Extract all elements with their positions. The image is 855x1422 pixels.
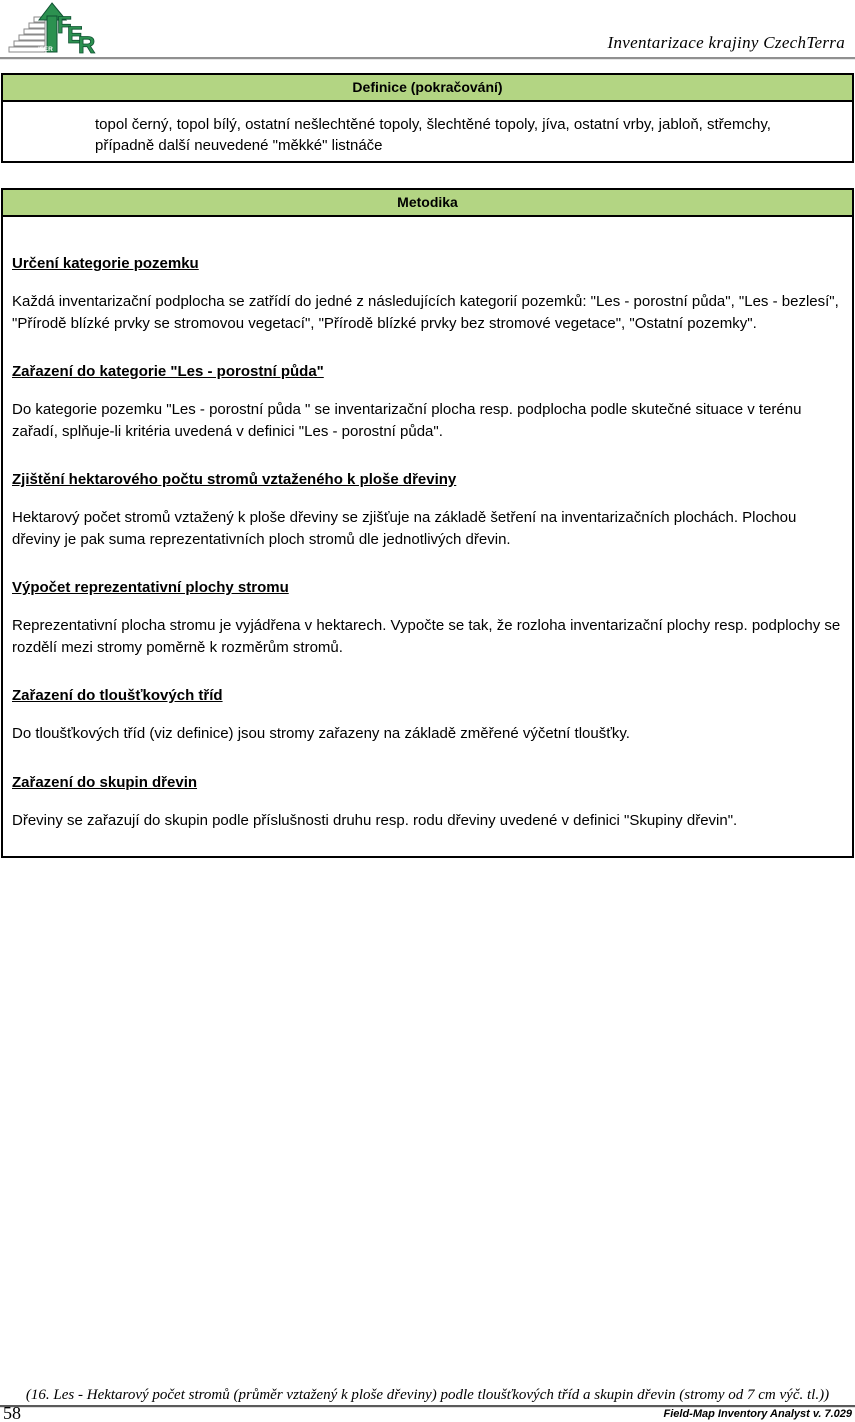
ifer-logo-icon: [8, 2, 110, 56]
metodika-panel: [1, 188, 854, 858]
metodika-section-paragraph: Hektarový počet stromů vztažený k ploše dřeviny se zjišťuje na základě šetření na inventarizačních plochách. Plochou dřeviny je pak suma reprezentativních ploch stromů dle jednotlivých dřevin.: [12, 509, 797, 548]
header-divider: [0, 57, 855, 60]
metodika-panel-title: Metodika: [3, 190, 852, 217]
metodika-section-paragraph: Do tloušťkových tříd (viz definice) jsou stromy zařazeny na základě změřené výčetní tloušťky.: [12, 725, 630, 742]
svg-text:E: E: [67, 22, 84, 49]
svg-text:R: R: [78, 32, 96, 56]
metodika-section-paragraph: Každá inventarizační podplocha se zatřídí do jedné z následujících kategorií pozemků: "Les - porostní půda", "Les - bezlesí", "Přírodě blízké prvky se stromovou vegetací", "Přírodě blízké prvky bez stromové vegetace", "Ostatní pozemky".: [12, 293, 839, 332]
definice-panel-body: topol černý, topol bílý, ostatní nešlechtěné topoly, šlechtěné topoly, jíva, ostatní vrby, jabloň, střemchy, případně další neuvedené "měkké" listnáče: [95, 116, 771, 154]
svg-text:F: F: [57, 12, 72, 39]
footer-caption: (16. Les - Hektarový počet stromů (průměr vztažený k ploše dřeviny) podle tloušťkových tříd a skupin dřevin (stromy od 7 cm výč. tl.)): [25, 1387, 830, 1403]
definice-panel: [1, 73, 854, 163]
metodika-section-paragraph: Reprezentativní plocha stromu je vyjádřena v hektarech. Vypočte se tak, že rozloha inventarizační plochy resp. podplochy se rozdělí mezi stromy poměrně k rozměrům stromů.: [12, 617, 841, 656]
metodika-section-heading: Zařazení do skupin dřevin: [12, 773, 198, 791]
metodika-section-heading: Zařazení do tloušťkových tříd: [12, 687, 223, 704]
document-header-title: Inventarizace krajiny CzechTerra: [607, 33, 845, 52]
definice-panel-title: Definice (pokračování): [3, 75, 852, 102]
metodika-section-heading: Určení kategorie pozemku: [12, 255, 199, 272]
page-number: 58: [3, 1403, 21, 1422]
metodika-panel-body: [3, 217, 852, 831]
metodika-section-heading: Zařazení do kategorie "Les - porostní půda": [12, 363, 324, 380]
metodika-section-heading: Výpočet reprezentativní plochy stromu: [12, 579, 289, 596]
svg-text:IFER: IFER: [38, 46, 53, 53]
metodika-section-heading: Zjištění hektarového počtu stromů vztaženého k ploše dřeviny: [12, 471, 457, 488]
metodika-section-paragraph: Dřeviny se zařazují do skupin podle příslušnosti druhu resp. rodu dřeviny uvedené v definici "Skupiny dřevin".: [12, 811, 738, 829]
app-version-label: Field-Map Inventory Analyst v. 7.029: [663, 1408, 852, 1420]
metodika-section-paragraph: Do kategorie pozemku "Les - porostní půda " se inventarizační plocha resp. podplocha podle skutečné situace v terénu zařadí, splňuje-li kritéria uvedená v definici "Les - porostní půda".: [12, 401, 802, 440]
